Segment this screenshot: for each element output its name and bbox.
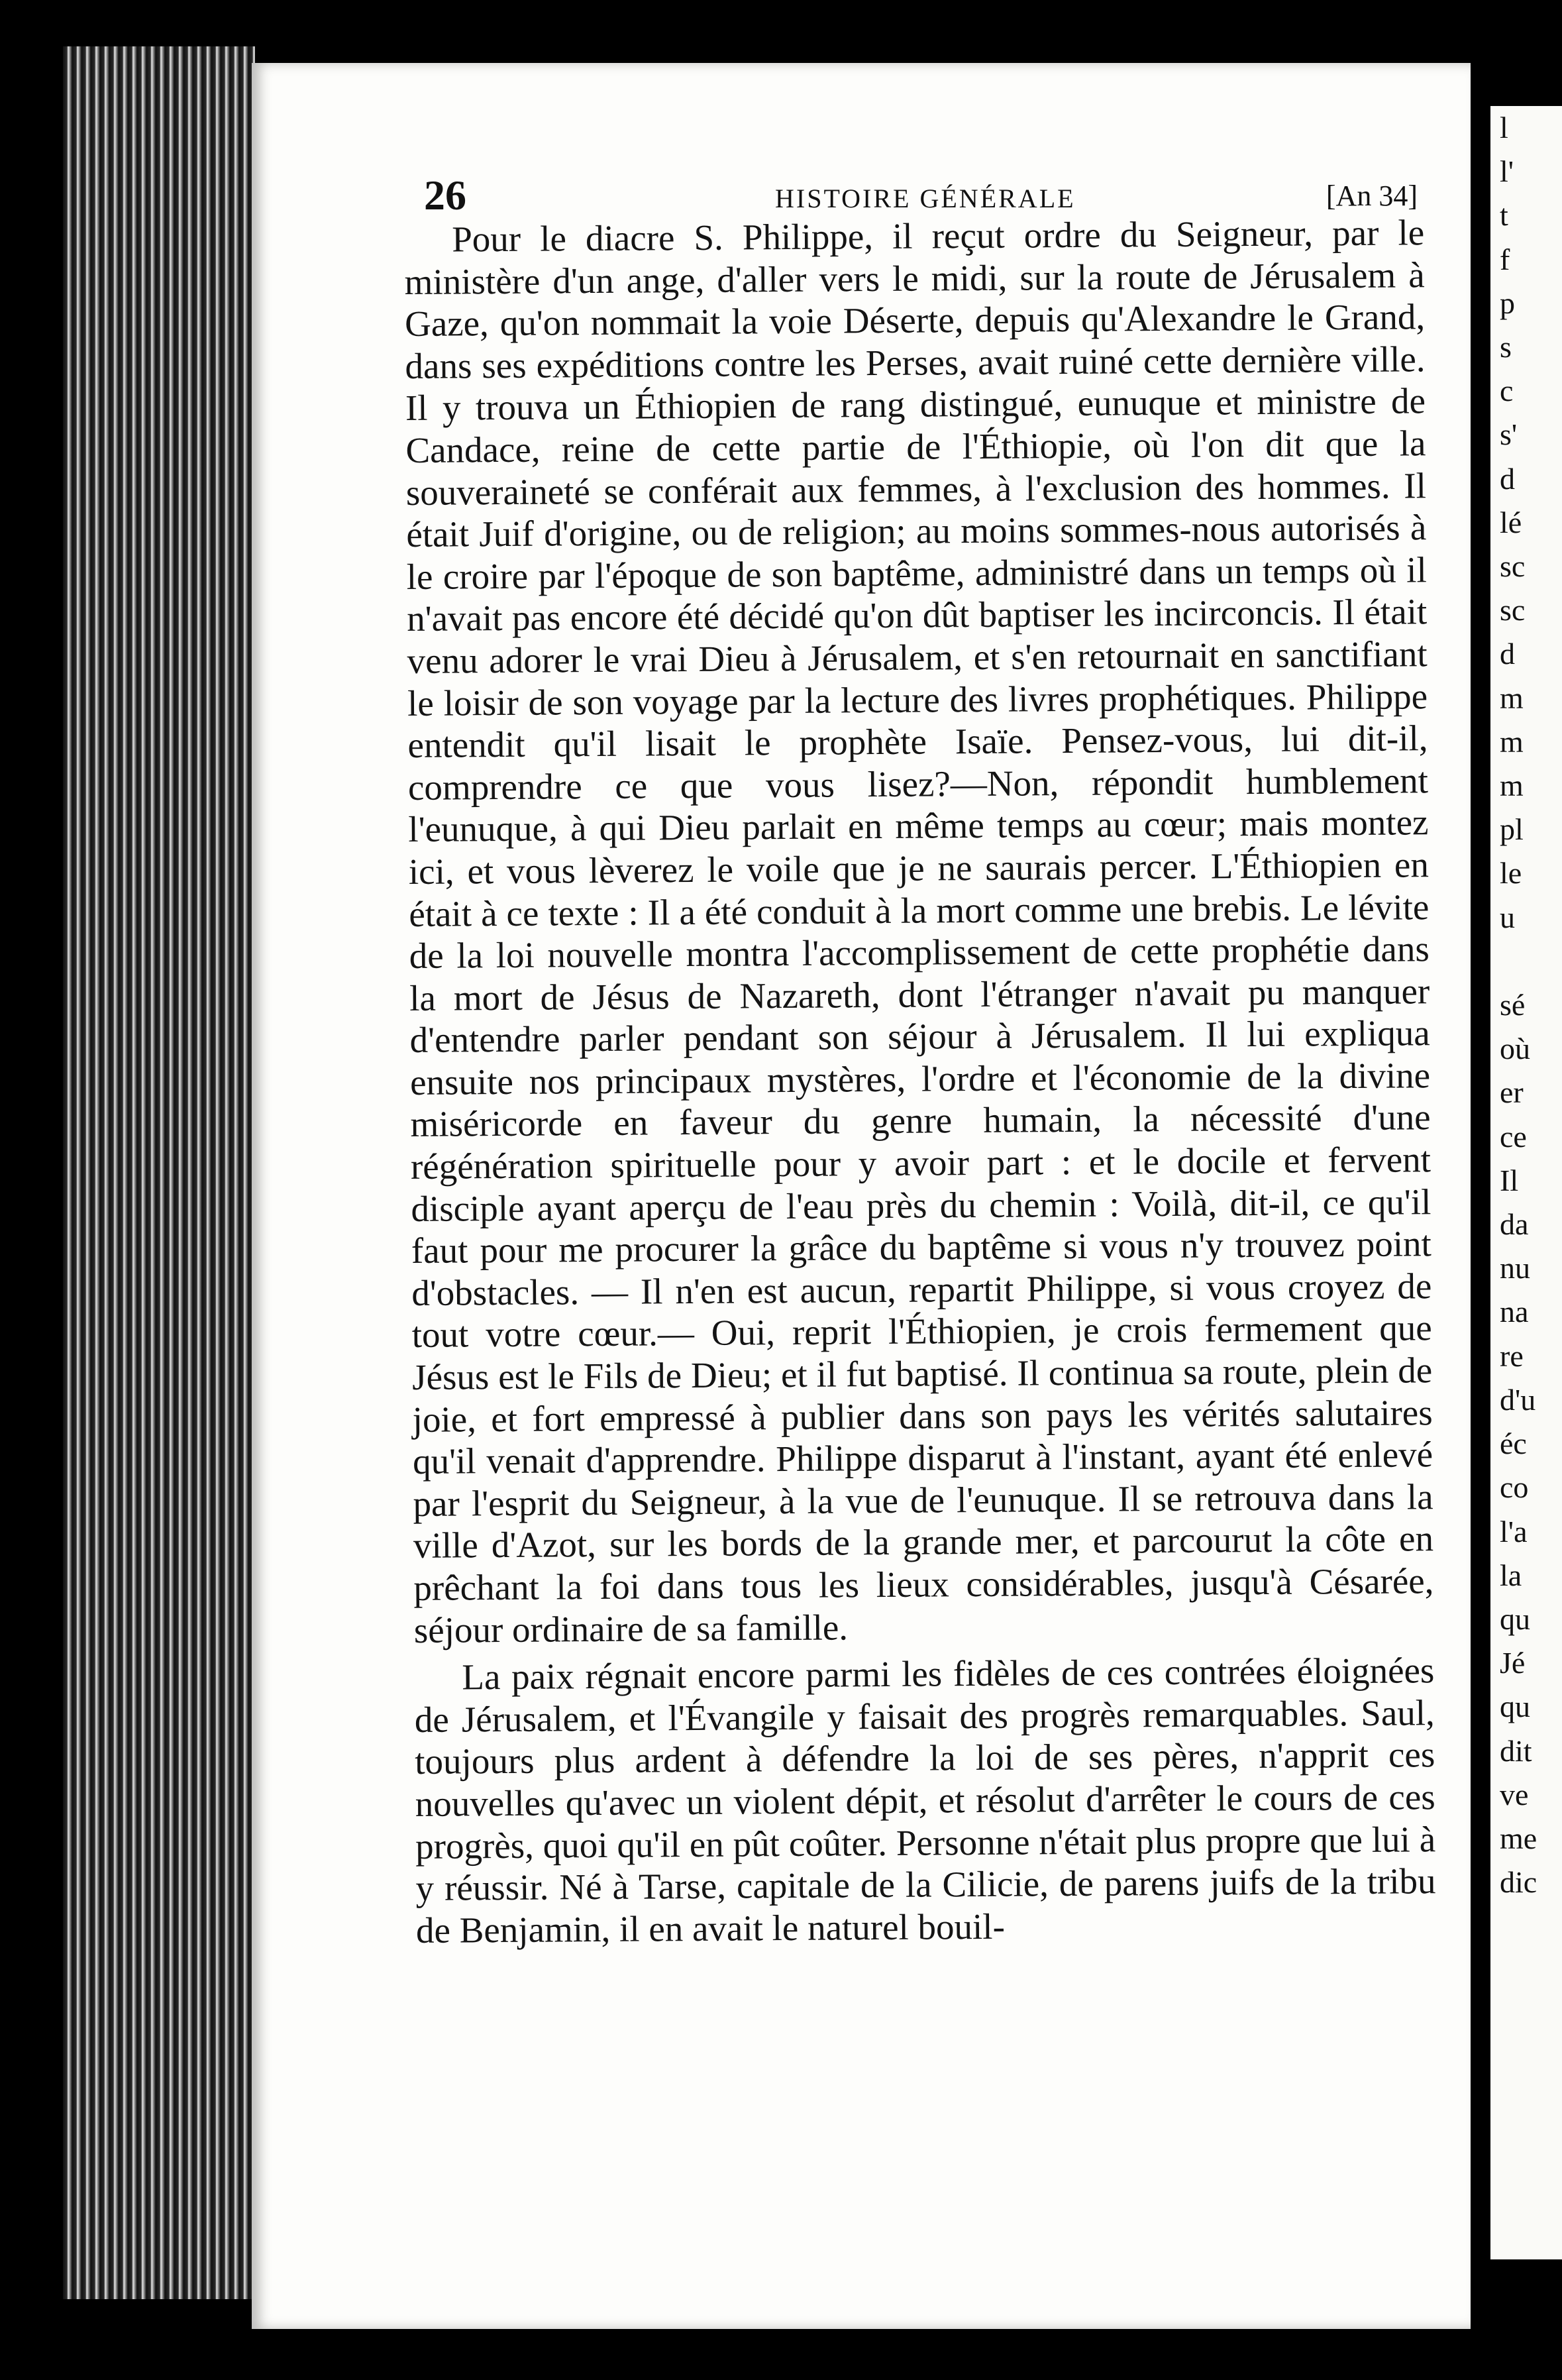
- facing-page-fragment: er: [1500, 1075, 1524, 1110]
- facing-page-fragment: l'a: [1500, 1514, 1528, 1548]
- facing-page-fragment: m: [1500, 724, 1524, 759]
- facing-page-fragment: l: [1500, 111, 1508, 144]
- facing-page-fragment: la: [1500, 1558, 1522, 1592]
- facing-page-fragment: lé: [1500, 505, 1522, 539]
- facing-page-fragment: Jé: [1500, 1646, 1526, 1680]
- facing-page-fragment: m: [1500, 680, 1524, 715]
- book-page-edges: [63, 46, 255, 2299]
- facing-page-fragment: Il: [1500, 1163, 1519, 1197]
- facing-page-fragment: na: [1500, 1295, 1529, 1329]
- facing-page-fragment: d: [1500, 637, 1515, 671]
- facing-page-fragment: qu: [1500, 1601, 1530, 1636]
- facing-page-fragment: sc: [1500, 549, 1526, 584]
- page-number: 26: [424, 172, 466, 219]
- facing-page-fragment: ce: [1500, 1119, 1527, 1154]
- facing-page-fragment: ve: [1500, 1777, 1529, 1812]
- facing-page-fragment: éc: [1500, 1427, 1527, 1461]
- facing-page-fragment: l': [1500, 154, 1514, 189]
- facing-page-fragment: s': [1500, 417, 1518, 452]
- facing-page-fragment: da: [1500, 1207, 1529, 1242]
- body-text: [404, 211, 1436, 1951]
- facing-page-fragment: re: [1500, 1338, 1524, 1373]
- running-title: HISTOIRE GÉNÉRALE: [775, 184, 1076, 213]
- paragraph: La paix régnait encore parmi les fidèles de ces contrées éloignées de Jérusalem, et l'Évangile y faisait des progrès remarquables. Saul, toujours plus ardent à défendre la loi de ses pères, n'apprit ces nouvelles qu'avec un violent dépit, et résolut d'arrêter le cours de ces progrès, quoi qu'il en pût coûter. Personne n'était plus propre que lui à y réussir. Né à Tarse, capitale de la Cilicie, de parens juifs de la tribu de Benjamin, il en avait le naturel bouil-: [414, 1650, 1436, 1951]
- facing-page-fragment: sc: [1500, 593, 1526, 627]
- facing-page-fragment: c: [1500, 374, 1514, 408]
- year-marker: [An 34]: [1326, 180, 1418, 212]
- paragraph: Pour le diacre S. Philippe, il reçut ordre du Seigneur, par le ministère d'un ange, d'aller vers le midi, sur la route de Jérusalem à Gaze, qu'on nommait la voie Déserte, depuis qu'Alexandre le Grand, dans ses expéditions contre les Perses, avait ruiné cette dernière ville. Il y trouva un Éthiopien de rang distingué, eunuque et ministre de Candace, reine de cette partie de l'Éthiopie, où l'on dit que la souveraineté se conférait aux femmes, à l'exclusion des hommes. Il était Juif d'origine, ou de religion; au moins sommes-nous autorisés à le croire par l'époque de son baptême, administré dans un temps où il n'avait pas encore été décidé qu'on dût baptiser les incirconcis. Il était venu adorer le vrai Dieu à Jérusalem, et s'en retournait en sanctifiant le loisir de son voyage par la lecture des livres prophétiques. Philippe entendit qu'il lisait le prophète Isaïe. Pensez-vous, lui dit-il, comprendre ce que vous lisez?—Non, répondit humblement l'eunuque, à qui Dieu parlait en même temps au cœur; mais montez ici, et vous lèverez le voile que je ne saurais percer. L'Éthiopien en était à ce texte : Il a été conduit à la mort comme une brebis. Le lévite de la loi nouvelle montra l'accomplissement de cette prophétie dans la mort de Jésus de Nazareth, dont l'étranger n'avait pu manquer d'entendre parler pendant son séjour à Jérusalem. Il lui expliqua ensuite nos principaux mystères, l'ordre et l'économie de la divine miséricorde en faveur du genre humain, la nécessité d'une régénération spirituelle pour y avoir part : et le docile et fervent disciple ayant aperçu de l'eau près du chemin : Voilà, dit-il, ce qu'il faut pour me procurer la grâce du baptême si vous n'y trouvez point d'obstacles. — Il n'en est aucun, repartit Philippe, si vous croyez de tout votre cœur.— Oui, reprit l'Éthiopien, je crois fermement que Jésus est le Fils de Dieu; et il fut baptisé. Il continua sa route, plein de joie, et fort empressé à publier dans son pays les vérités salutaires qu'il venait d'apprendre. Philippe disparut à l'instant, ayant été enlevé par l'esprit du Seigneur, à la vue de l'eunuque. Il se retrouva dans la ville d'Azot, sur les bords de la grande mer, et parcourut la côte en prêchant la foi dans tous les lieux considérables, jusqu'à Césarée, séjour ordinaire de sa famille.: [404, 212, 1434, 1650]
- facing-page-fragment: sé: [1500, 988, 1526, 1022]
- facing-page-text-fragments: [1490, 106, 1562, 1904]
- facing-page-fragment: s: [1500, 330, 1512, 364]
- facing-page-fragment: d'u: [1500, 1382, 1536, 1417]
- facing-page-fragment: où: [1500, 1032, 1530, 1066]
- facing-page-fragment: nu: [1500, 1251, 1530, 1285]
- facing-page-fragment: me: [1500, 1821, 1537, 1855]
- facing-page-fragment: m: [1500, 769, 1524, 803]
- facing-page-fragment: u: [1500, 900, 1515, 934]
- facing-page-fragment: le: [1500, 856, 1522, 891]
- facing-page-fragment: f: [1500, 242, 1510, 276]
- facing-page-fragment: dit: [1500, 1733, 1532, 1768]
- facing-page-fragment: p: [1500, 286, 1515, 320]
- facing-page-fragment: t: [1500, 198, 1508, 233]
- facing-page-fragment: dic: [1500, 1865, 1537, 1900]
- facing-page-fragment: qu: [1500, 1690, 1530, 1724]
- facing-page-fragment: pl: [1500, 812, 1524, 847]
- facing-page-fragment: d: [1500, 461, 1515, 496]
- facing-page-fragment: co: [1500, 1470, 1529, 1505]
- facing-page-edge: [1490, 106, 1562, 2259]
- facing-page-fragment: [1490, 940, 1562, 983]
